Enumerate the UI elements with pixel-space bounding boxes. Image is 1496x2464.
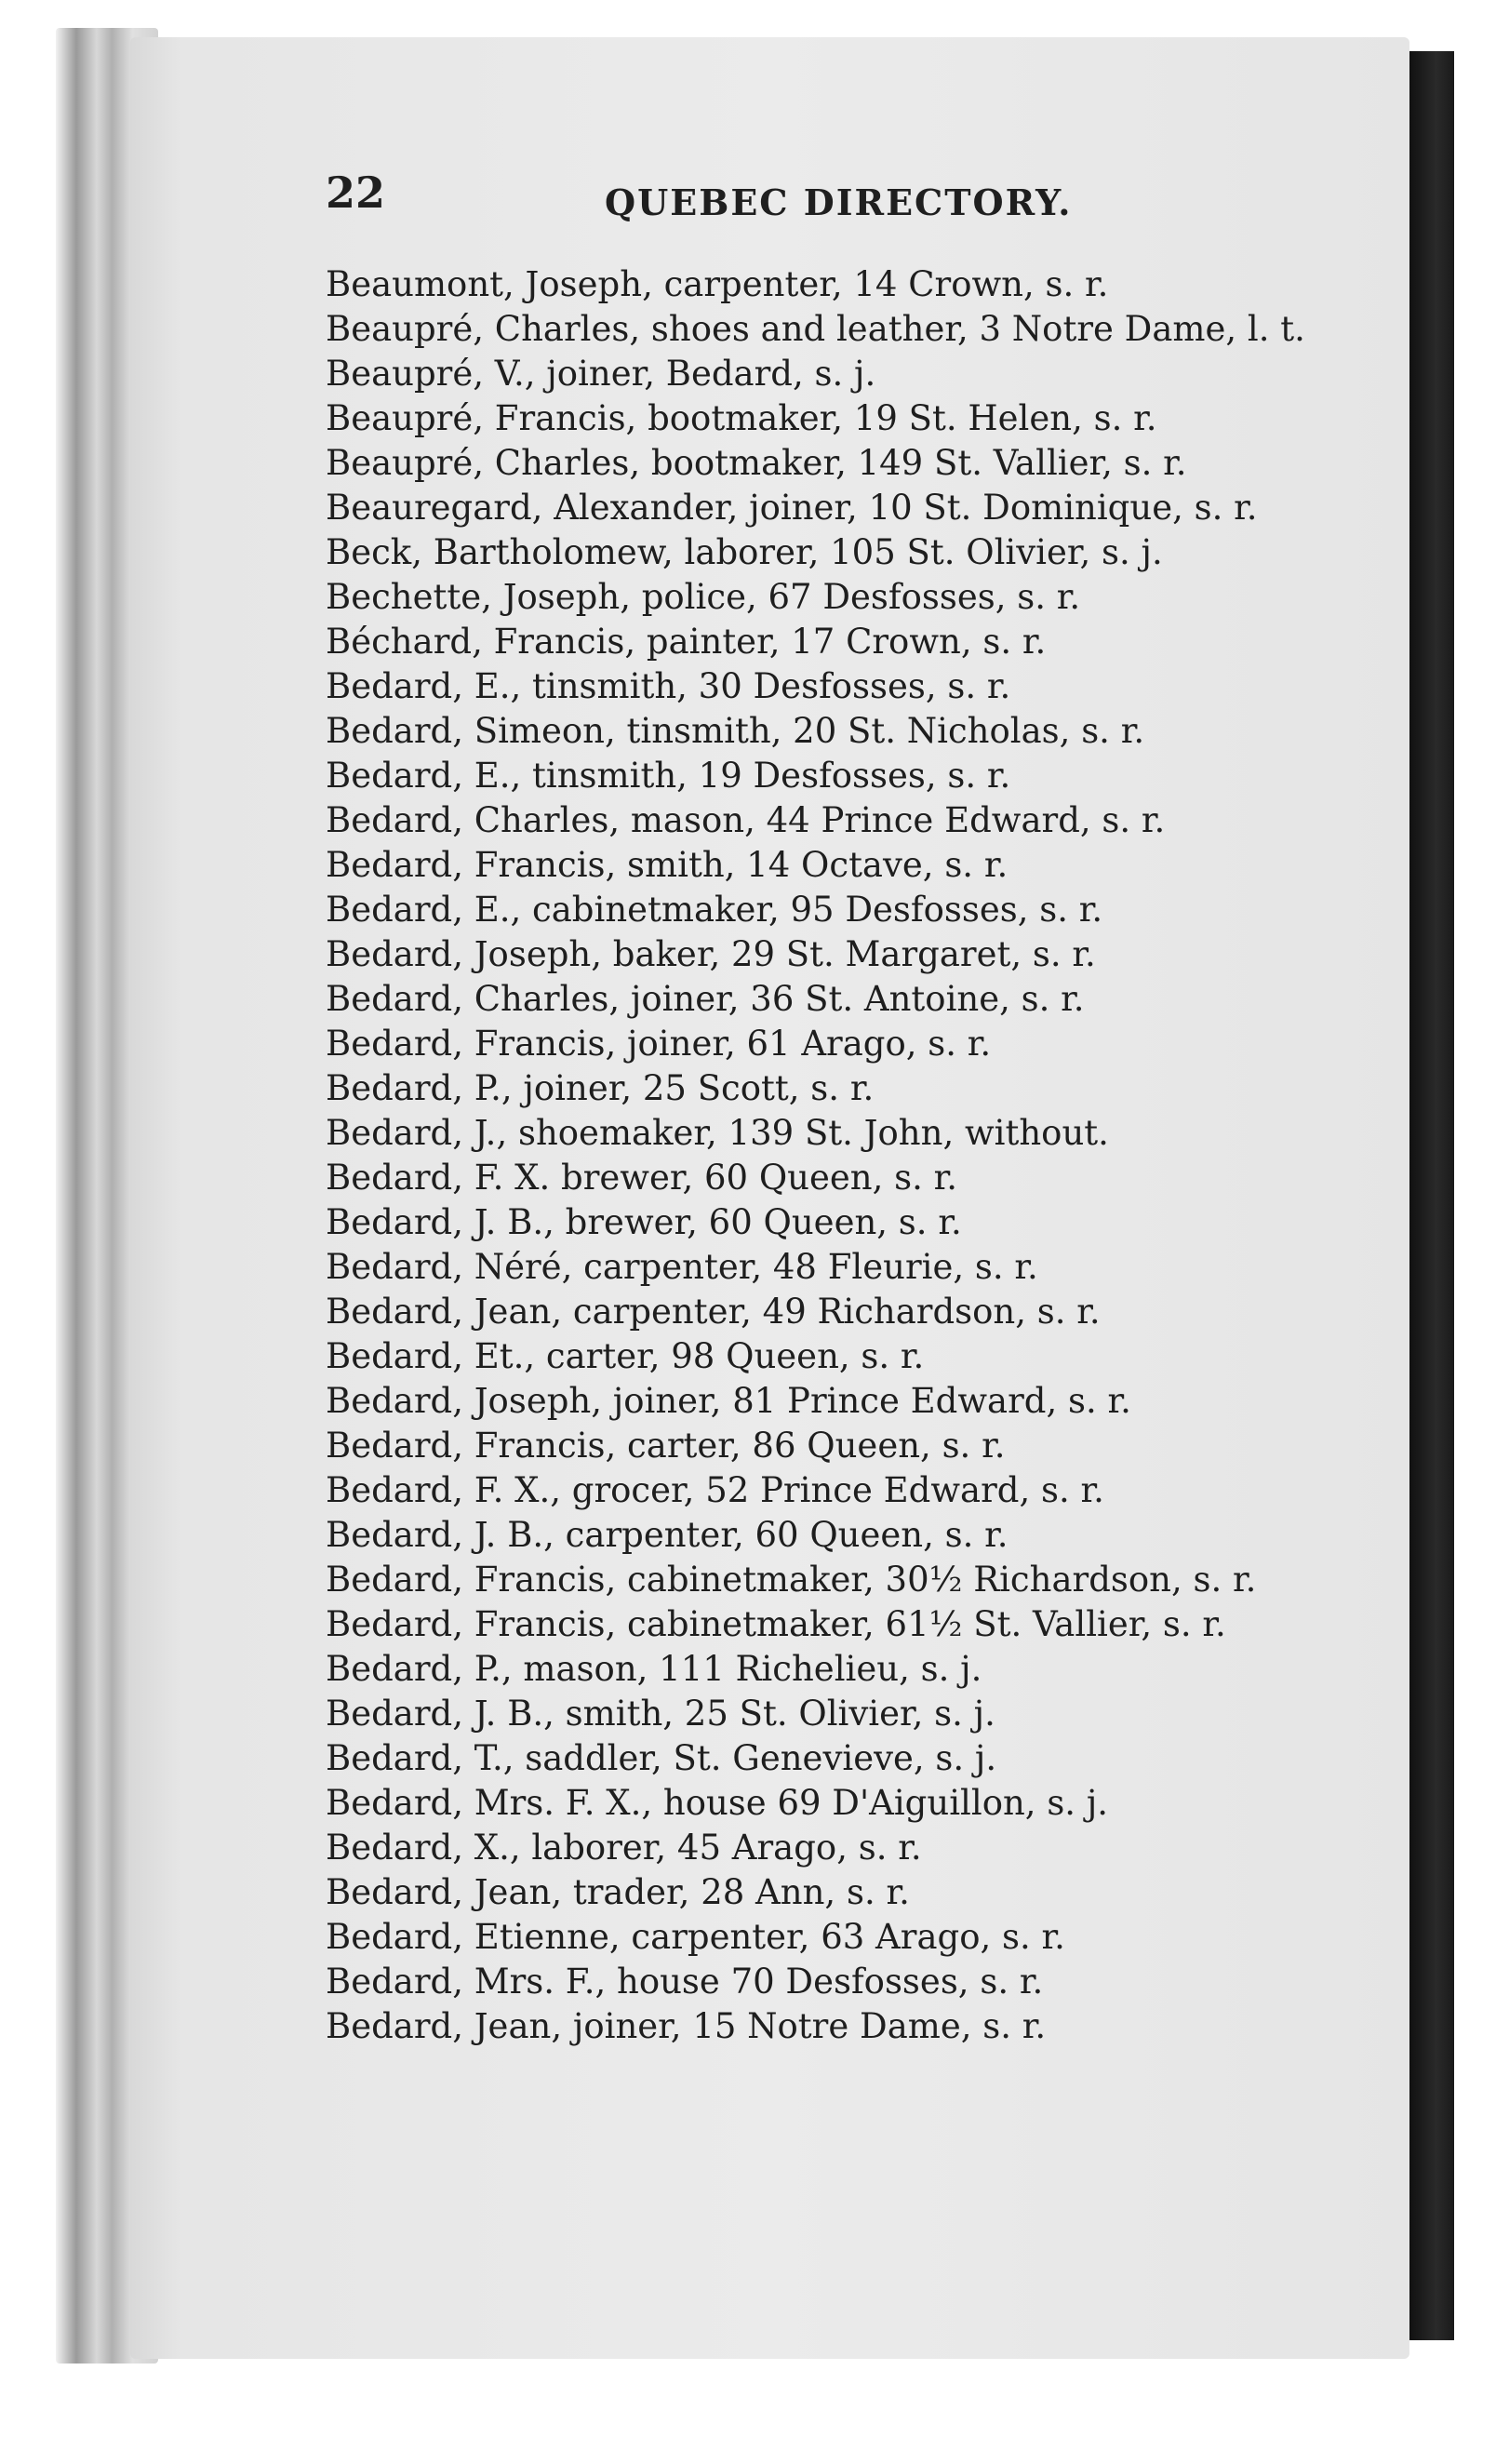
directory-entry: Bedard, F. X. brewer, 60 Queen, s. r. — [326, 1158, 958, 1198]
directory-entries — [326, 262, 1396, 2049]
page-number: 22 — [326, 167, 386, 218]
directory-entry: Bedard, E., tinsmith, 30 Desfosses, s. r. — [326, 666, 1011, 706]
directory-entry: Bedard, Francis, cabinetmaker, 61½ St. Vallier, s. r. — [326, 1604, 1226, 1644]
directory-entry: Beauregard, Alexander, joiner, 10 St. Dominique, s. r. — [326, 488, 1258, 528]
directory-entry: Bedard, Et., carter, 98 Queen, s. r. — [326, 1336, 925, 1376]
directory-entry: Beaumont, Joseph, carpenter, 14 Crown, s. r. — [326, 264, 1109, 304]
directory-entry: Bedard, E., tinsmith, 19 Desfosses, s. r. — [326, 756, 1011, 796]
directory-entry: Bedard, E., cabinetmaker, 95 Desfosses, s. r. — [326, 890, 1103, 930]
directory-entry: Bedard, Francis, carter, 86 Queen, s. r. — [326, 1426, 1006, 1466]
directory-entry: Bedard, Mrs. F. X., house 69 D'Aiguillon, s. j. — [326, 1783, 1109, 1823]
directory-entry: Bedard, P., mason, 111 Richelieu, s. j. — [326, 1649, 982, 1689]
directory-entry: Bechette, Joseph, police, 67 Desfosses, s. r. — [326, 577, 1081, 617]
directory-entry: Bedard, Simeon, tinsmith, 20 St. Nicholas, s. r. — [326, 711, 1145, 751]
directory-entry: Beaupré, Charles, shoes and leather, 3 Notre Dame, l. t. — [326, 309, 1305, 349]
directory-entry: Beck, Bartholomew, laborer, 105 St. Olivier, s. j. — [326, 532, 1163, 572]
directory-entry: Bedard, Mrs. F., house 70 Desfosses, s. r. — [326, 1962, 1044, 2002]
directory-entry: Bedard, T., saddler, St. Genevieve, s. j. — [326, 1738, 997, 1778]
directory-entry: Bedard, Jean, trader, 28 Ann, s. r. — [326, 1872, 910, 1912]
directory-entry: Bedard, Néré, carpenter, 48 Fleurie, s. r. — [326, 1247, 1038, 1287]
directory-entry: Bedard, J., shoemaker, 139 St. John, without. — [326, 1113, 1109, 1153]
book-cover-edge — [1409, 51, 1454, 2340]
directory-entry: Bedard, X., laborer, 45 Arago, s. r. — [326, 1828, 922, 1868]
directory-entry: Bedard, Etienne, carpenter, 63 Arago, s. r. — [326, 1917, 1065, 1957]
running-head: QUEBEC DIRECTORY. — [605, 181, 1073, 223]
directory-entry: Béchard, Francis, painter, 17 Crown, s. r. — [326, 622, 1047, 662]
directory-entry: Bedard, Charles, mason, 44 Prince Edward, s. r. — [326, 800, 1166, 840]
directory-entry: Bedard, Francis, cabinetmaker, 30½ Richardson, s. r. — [326, 1560, 1257, 1600]
directory-entry: Beaupré, Francis, bootmaker, 19 St. Helen, s. r. — [326, 398, 1157, 438]
directory-entry: Bedard, Jean, joiner, 15 Notre Dame, s. r. — [326, 2006, 1047, 2046]
directory-entry: Bedard, Joseph, joiner, 81 Prince Edward, s. r. — [326, 1381, 1131, 1421]
directory-entry: Beaupré, V., joiner, Bedard, s. j. — [326, 354, 876, 394]
directory-entry: Bedard, J. B., smith, 25 St. Olivier, s. j. — [326, 1694, 995, 1734]
directory-entry: Bedard, Francis, joiner, 61 Arago, s. r. — [326, 1024, 992, 1064]
directory-entry: Bedard, P., joiner, 25 Scott, s. r. — [326, 1068, 875, 1108]
directory-entry: Bedard, Jean, carpenter, 49 Richardson, s. r. — [326, 1292, 1101, 1332]
directory-entry: Bedard, J. B., brewer, 60 Queen, s. r. — [326, 1202, 962, 1242]
directory-entry: Bedard, Francis, smith, 14 Octave, s. r. — [326, 845, 1008, 885]
directory-entry: Bedard, Charles, joiner, 36 St. Antoine, s. r. — [326, 979, 1085, 1019]
directory-entry: Beaupré, Charles, bootmaker, 149 St. Vallier, s. r. — [326, 443, 1187, 483]
directory-entry: Bedard, Joseph, baker, 29 St. Margaret, s. r. — [326, 934, 1096, 974]
directory-entry: Bedard, F. X., grocer, 52 Prince Edward, s. r. — [326, 1470, 1104, 1510]
directory-entry: Bedard, J. B., carpenter, 60 Queen, s. r. — [326, 1515, 1008, 1555]
